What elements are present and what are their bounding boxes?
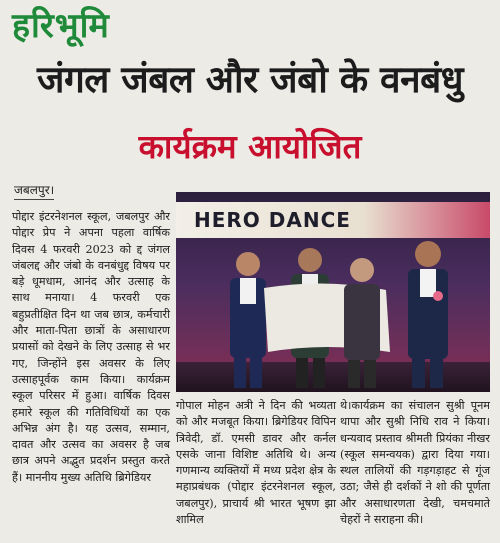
subheadline: कार्यक्रम आयोजित (138, 127, 362, 166)
article-column-right (340, 398, 490, 528)
article-text-middle: गोपाल मोहन अत्री ने दिन की भव्यता को और मजबूत किया। ब्रिगेडियर विपिन त्रिवेदी, डॉ. एमसी डावर और कर्नल एसके जाना विशिष्ट अतिथि थे। अन्य गणमान्य व्यक्तियों में मध्य प्रदेश क्षेत्र के महाप्रबंधक (पोद्दार इंटरनेशनल स्कूल, जबलपुर), प्राचार्य श्री भारत भूषण झा शामिल (176, 399, 336, 527)
headline: जंगल जंबल और जंबो के वनबंधु (37, 58, 463, 101)
masthead-logo: हरिभूमि (12, 6, 110, 46)
guest-figure-4 (408, 241, 448, 388)
article-text-right: थे।कार्यक्रम का संचालन सुश्री पूनम थापा और सुश्री निधि राव ने किया। धन्यवाद प्रस्ताव श्रीमती प्रियंका नीखर (स्कूल समन्वयक) द्वारा दिया गया।स्थल तालियों की गड़गड़ाहट से गूंज उठा; जैसे ही दर्शकों ने शो की पूर्णता और असाधारणता देखी, चमचमाते चेहरों ने सराहना की। (340, 399, 490, 527)
article-column-middle (176, 398, 336, 528)
guest-figure-3 (344, 258, 380, 388)
event-photo (176, 192, 490, 392)
article-column-left (12, 209, 170, 486)
article-text-left: पोद्दार इंटरनेशनल स्कूल, जबलपुर और पोद्दार प्रेप ने अपना पहला वार्षिक दिवस 4 फरवरी 2023 को द्द जंगल जंबलद्द और जंबो के वनबंधुद्द विषय पर बड़े धूमधाम, आनंद और उत्साह के साथ मनाया। 4 फरवरी एक बहुप्रतीक्षित दिन था जब छात्र, कर्मचारी और माता-पिता छात्रों के असाधारण प्रयासों को देखने के लिए उत्साह से भर गए, जिन्होंने इस अवसर के लिए उत्साहपूर्वक काम किया। कार्यक्रम स्कूल परिसर में हुआ। वार्षिक दिवस हमारे स्कूल की गतिविधियों का एक अभिन्न अंग है। यह उत्सव, सम्मान, दावत और उत्सव का अवसर है जब छात्र अपने अद्भुत प्रदर्शन प्रस्तुत करते हैं। माननीय मुख्य अतिथि ब्रिगेडियर (12, 210, 170, 484)
guests-illustration (176, 192, 490, 392)
stage-banner-text: HERO DANCE (194, 208, 351, 232)
dateline: जबलपुर। (14, 181, 54, 200)
guest-figure-1 (230, 252, 266, 388)
